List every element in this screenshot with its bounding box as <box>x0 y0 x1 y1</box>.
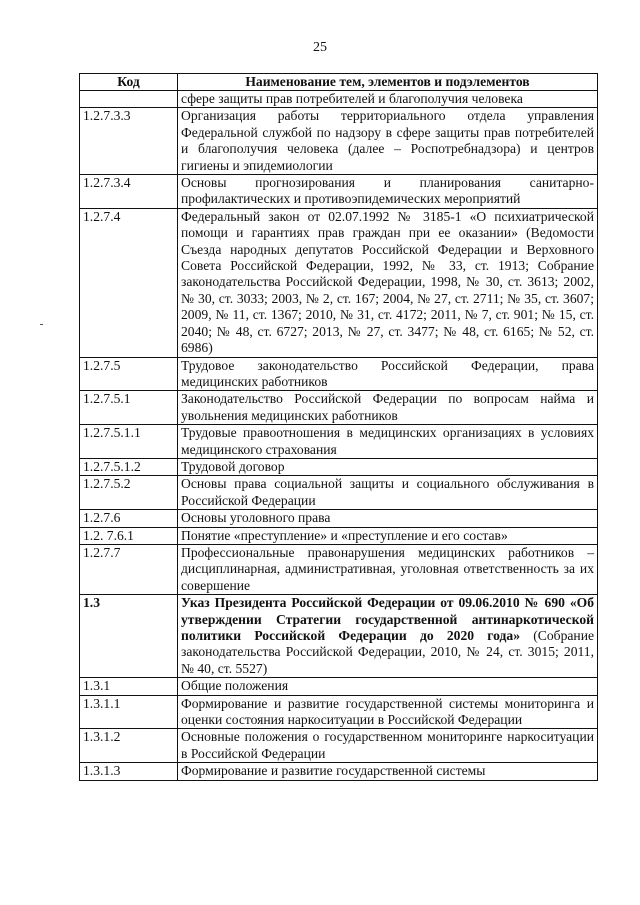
row-code: 1.3.1.3 <box>80 763 178 780</box>
table-row <box>80 510 598 527</box>
row-name: Профессиональные правонарушения медицинских работников –дисциплинарная, административная, уголовная ответственность за их совершение <box>178 544 598 594</box>
table-row <box>80 763 598 780</box>
row-code: 1.2.7.5.1.2 <box>80 458 178 475</box>
row-code: 1.2.7.5.1 <box>80 391 178 425</box>
row-name: Трудовой договор <box>178 458 598 475</box>
table-body-decree <box>80 595 598 678</box>
table-row <box>80 208 598 357</box>
row-name: Основы прогнозирования и планирования санитарно-профилактических и противоэпидемических мероприятий <box>178 175 598 209</box>
row-name: Формирование и развитие государственной системы <box>178 763 598 780</box>
header-code: Код <box>80 74 178 91</box>
decree-title: Указ Президента Российской Федерации от 09.06.2010 № 690 «Об утверждении Стратегии государственной антинаркотической политики Российской Федерации до 2020 года» <box>181 595 594 643</box>
row-name: Общие положения <box>178 678 598 695</box>
table-row <box>80 175 598 209</box>
margin-mark <box>40 324 43 325</box>
row-name: Законодательство Российской Федерации по вопросам найма и увольнения медицинских работников <box>178 391 598 425</box>
topics-table <box>79 73 598 781</box>
row-name <box>178 595 598 678</box>
row-name: сфере защиты прав потребителей и благополучия человека <box>178 91 598 108</box>
table-row <box>80 458 598 475</box>
row-code: 1.2.7.6 <box>80 510 178 527</box>
table-row <box>80 678 598 695</box>
row-code: 1.2.7.5 <box>80 357 178 391</box>
row-code: 1.2.7.7 <box>80 544 178 594</box>
row-name: Федеральный закон от 02.07.1992 № 3185-1 «О психиатрической помощи и гарантиях прав граждан при ее оказании» (Ведомости Съезда народных депутатов Российской Федерации и Верховного Совета Российской Федерации, 1992, № 33, ст. 1913; Собрание законодательства Российской Федерации, 1998, № 30, ст. 3613; 2002, № 30, ст. 3033; 2003, № 2, ст. 167; 2004, № 27, ст. 2711; № 35, ст. 3607; 2009, № 11, ст. 1367; 2010, № 31, ст. 4172; 2011, № 7, ст. 901; № 15, ст. 2040; № 48, ст. 6727; 2013, № 27, ст. 3477; № 48, ст. 6165; № 52, ст. 6986) <box>178 208 598 357</box>
row-code: 1.2.7.3.4 <box>80 175 178 209</box>
table-row <box>80 527 598 544</box>
table-row <box>80 544 598 594</box>
row-name: Трудовое законодательство Российской Федерации, права медицинских работников <box>178 357 598 391</box>
row-code <box>80 91 178 108</box>
header-name: Наименование тем, элементов и подэлементов <box>178 74 598 91</box>
table-body-after <box>80 678 598 780</box>
table-row <box>80 91 598 108</box>
table-row <box>80 391 598 425</box>
table-body-before <box>80 91 598 595</box>
row-code: 1.3.1.2 <box>80 729 178 763</box>
row-name: Понятие «преступление» и «преступление и его состав» <box>178 527 598 544</box>
table-row <box>80 729 598 763</box>
row-name: Основы уголовного права <box>178 510 598 527</box>
table-row-decree <box>80 595 598 678</box>
table-row <box>80 425 598 459</box>
table-header-row <box>80 74 598 91</box>
row-code: 1.2.7.5.2 <box>80 476 178 510</box>
row-name: Организация работы территориального отдела управления Федеральной службой по надзору в сфере защиты прав потребителей и благополучия человека (далее – Роспотребнадзора) и центров гигиены и эпидемиологии <box>178 108 598 175</box>
decree-source: (Собрание законодательства Российской Федерации, 2010, № 24, ст. 3015; 2011, № 40, ст. 5527) <box>181 628 595 676</box>
table-row <box>80 476 598 510</box>
row-code: 1.2.7.3.3 <box>80 108 178 175</box>
row-code: 1.3 <box>80 595 178 678</box>
row-name: Основные положения о государственном мониторинге наркоситуации в Российской Федерации <box>178 729 598 763</box>
row-name: Основы права социальной защиты и социального обслуживания в Российской Федерации <box>178 476 598 510</box>
row-name: Формирование и развитие государственной системы мониторинга и оценки состояния наркоситуации в Российской Федерации <box>178 695 598 729</box>
row-name: Трудовые правоотношения в медицинских организациях в условиях медицинского страхования <box>178 425 598 459</box>
table-row <box>80 357 598 391</box>
page-number: 25 <box>313 40 327 55</box>
row-code: 1.3.1 <box>80 678 178 695</box>
row-code: 1.2.7.4 <box>80 208 178 357</box>
row-code: 1.3.1.1 <box>80 695 178 729</box>
row-code: 1.2. 7.6.1 <box>80 527 178 544</box>
row-code: 1.2.7.5.1.1 <box>80 425 178 459</box>
table-row <box>80 108 598 175</box>
table-row <box>80 695 598 729</box>
